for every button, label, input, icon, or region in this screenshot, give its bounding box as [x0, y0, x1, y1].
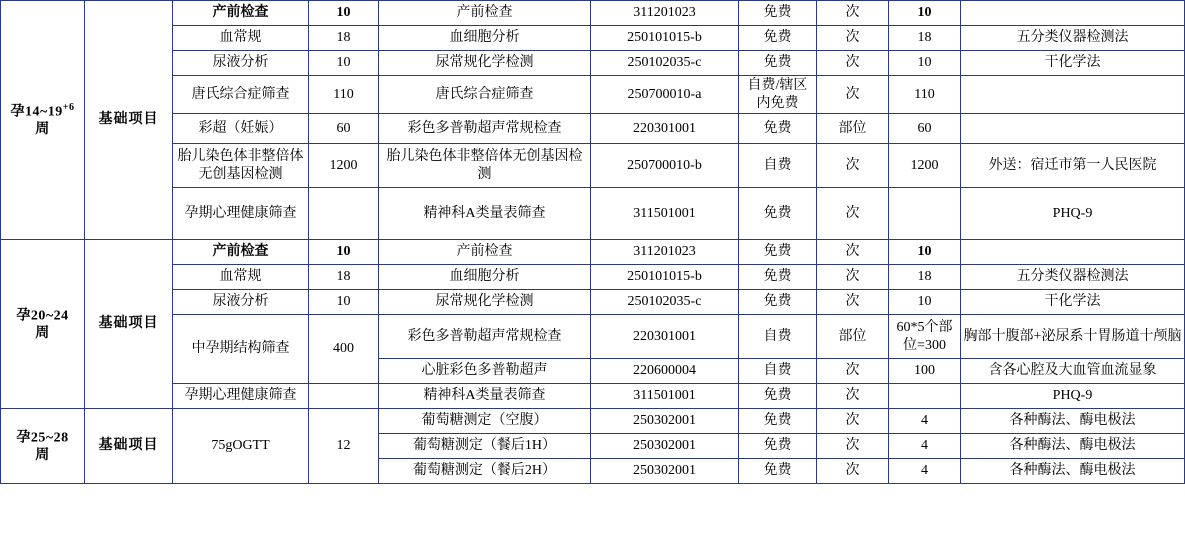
item-price [309, 188, 379, 240]
exam-code: 250101015-b [591, 26, 739, 51]
remark: 各种酶法、酶电极法 [961, 459, 1185, 484]
stage-suffix: 周 [35, 447, 50, 463]
table-row [1, 114, 1185, 144]
table-row [1, 290, 1185, 315]
amount [889, 384, 961, 409]
remark: 外送：宿迁市第一人民医院 [961, 144, 1185, 188]
item-price [309, 384, 379, 409]
unit: 次 [817, 384, 889, 409]
exam-name: 血细胞分析 [379, 265, 591, 290]
exam-name: 尿常规化学检测 [379, 51, 591, 76]
exam-code: 220301001 [591, 114, 739, 144]
exam-name: 唐氏综合症筛查 [379, 76, 591, 114]
item-name: 75gOGTT [173, 409, 309, 484]
remark [961, 1, 1185, 26]
exam-name: 彩色多普勒超声常规检查 [379, 315, 591, 359]
exam-name: 血细胞分析 [379, 26, 591, 51]
unit: 次 [817, 76, 889, 114]
remark: 含各心腔及大血管血流显象 [961, 359, 1185, 384]
unit: 次 [817, 290, 889, 315]
table-row [1, 409, 1185, 434]
unit: 次 [817, 51, 889, 76]
item-name: 尿液分析 [173, 290, 309, 315]
unit: 次 [817, 240, 889, 265]
item-name: 胎儿染色体非整倍体无创基因检测 [173, 144, 309, 188]
item-name: 血常规 [173, 265, 309, 290]
item-price: 400 [309, 315, 379, 384]
amount [889, 188, 961, 240]
exam-name: 尿常规化学检测 [379, 290, 591, 315]
exam-code: 250302001 [591, 434, 739, 459]
remark [961, 114, 1185, 144]
table-row [1, 240, 1185, 265]
remark: 五分类仪器检测法 [961, 26, 1185, 51]
exam-code: 250102035-c [591, 290, 739, 315]
stage-cell-2 [1, 409, 85, 484]
unit: 次 [817, 265, 889, 290]
table-row [1, 1, 1185, 26]
group-cell-2: 基础项目 [85, 409, 173, 484]
amount: 4 [889, 434, 961, 459]
amount: 10 [889, 1, 961, 26]
fee-type: 免费 [739, 434, 817, 459]
amount: 1200 [889, 144, 961, 188]
exam-code: 311501001 [591, 188, 739, 240]
item-name: 彩超（妊娠） [173, 114, 309, 144]
item-price: 60 [309, 114, 379, 144]
unit: 部位 [817, 114, 889, 144]
amount: 60 [889, 114, 961, 144]
stage-label: 孕25~28 [16, 430, 69, 446]
item-price: 1200 [309, 144, 379, 188]
exam-code: 220301001 [591, 315, 739, 359]
unit: 次 [817, 26, 889, 51]
item-name: 血常规 [173, 26, 309, 51]
item-price: 12 [309, 409, 379, 484]
item-price: 10 [309, 1, 379, 26]
stage-sup: +6 [62, 101, 75, 113]
table-row [1, 265, 1185, 290]
amount: 10 [889, 240, 961, 265]
fee-type: 免费 [739, 290, 817, 315]
exam-code: 311501001 [591, 384, 739, 409]
remark: PHQ-9 [961, 188, 1185, 240]
unit: 次 [817, 409, 889, 434]
exam-code: 250302001 [591, 409, 739, 434]
stage-label: 孕14~19 [10, 104, 63, 120]
group-cell-1: 基础项目 [85, 240, 173, 409]
exam-name: 产前检查 [379, 240, 591, 265]
stage-cell-0 [1, 1, 85, 240]
stage-label: 孕20~24 [16, 308, 69, 324]
fee-type: 免费 [739, 114, 817, 144]
table-row [1, 144, 1185, 188]
exam-code: 250700010-a [591, 76, 739, 114]
remark: PHQ-9 [961, 384, 1185, 409]
fee-type: 免费 [739, 384, 817, 409]
exam-code: 250700010-b [591, 144, 739, 188]
exam-code: 250102035-c [591, 51, 739, 76]
group-cell-0: 基础项目 [85, 1, 173, 240]
unit: 次 [817, 188, 889, 240]
fee-type: 免费 [739, 188, 817, 240]
unit: 部位 [817, 315, 889, 359]
exam-code: 220600004 [591, 359, 739, 384]
amount: 100 [889, 359, 961, 384]
table-row [1, 188, 1185, 240]
unit: 次 [817, 359, 889, 384]
fee-type: 自费 [739, 315, 817, 359]
exam-name: 葡萄糖测定（餐后1H） [379, 434, 591, 459]
remark [961, 240, 1185, 265]
stage-suffix: 周 [35, 325, 50, 341]
fee-type: 免费 [739, 51, 817, 76]
amount: 4 [889, 409, 961, 434]
item-price: 10 [309, 240, 379, 265]
fee-type: 免费 [739, 26, 817, 51]
unit: 次 [817, 1, 889, 26]
amount: 18 [889, 26, 961, 51]
exam-name: 彩色多普勒超声常规检查 [379, 114, 591, 144]
exam-code: 311201023 [591, 240, 739, 265]
table-row [1, 384, 1185, 409]
amount: 10 [889, 290, 961, 315]
exam-name: 胎儿染色体非整倍体无创基因检测 [379, 144, 591, 188]
unit: 次 [817, 144, 889, 188]
exam-name: 精神科A类量表筛查 [379, 188, 591, 240]
exam-name: 葡萄糖测定（餐后2H） [379, 459, 591, 484]
remark: 干化学法 [961, 290, 1185, 315]
fee-type: 自费 [739, 144, 817, 188]
fee-type: 免费 [739, 409, 817, 434]
item-name: 产前检查 [173, 1, 309, 26]
fee-type: 自费/辖区内免费 [739, 76, 817, 114]
amount: 60*5个部位=300 [889, 315, 961, 359]
exam-name: 葡萄糖测定（空腹） [379, 409, 591, 434]
item-name: 尿液分析 [173, 51, 309, 76]
table-row [1, 51, 1185, 76]
item-name: 孕期心理健康筛查 [173, 384, 309, 409]
amount: 110 [889, 76, 961, 114]
item-name: 产前检查 [173, 240, 309, 265]
exam-code: 311201023 [591, 1, 739, 26]
unit: 次 [817, 459, 889, 484]
amount: 18 [889, 265, 961, 290]
table-row [1, 315, 1185, 359]
item-price: 110 [309, 76, 379, 114]
unit: 次 [817, 434, 889, 459]
table-row [1, 76, 1185, 114]
item-price: 10 [309, 290, 379, 315]
remark: 胸部十腹部+泌尿系十胃肠道十颅脑 [961, 315, 1185, 359]
item-name: 孕期心理健康筛查 [173, 188, 309, 240]
item-price: 10 [309, 51, 379, 76]
fee-type: 免费 [739, 459, 817, 484]
amount: 4 [889, 459, 961, 484]
remark [961, 76, 1185, 114]
exam-code: 250302001 [591, 459, 739, 484]
item-name: 中孕期结构筛查 [173, 315, 309, 384]
stage-suffix: 周 [35, 121, 50, 137]
exam-code: 250101015-b [591, 265, 739, 290]
fee-type: 免费 [739, 1, 817, 26]
exam-name: 心脏彩色多普勒超声 [379, 359, 591, 384]
remark: 五分类仪器检测法 [961, 265, 1185, 290]
amount: 10 [889, 51, 961, 76]
remark: 各种酶法、酶电极法 [961, 434, 1185, 459]
table-row [1, 26, 1185, 51]
exam-name: 产前检查 [379, 1, 591, 26]
fee-type: 免费 [739, 265, 817, 290]
fee-type: 免费 [739, 240, 817, 265]
item-price: 18 [309, 265, 379, 290]
item-price: 18 [309, 26, 379, 51]
item-name: 唐氏综合症筛查 [173, 76, 309, 114]
remark: 干化学法 [961, 51, 1185, 76]
stage-cell-1 [1, 240, 85, 409]
fee-type: 自费 [739, 359, 817, 384]
exam-name: 精神科A类量表筛查 [379, 384, 591, 409]
remark: 各种酶法、酶电极法 [961, 409, 1185, 434]
